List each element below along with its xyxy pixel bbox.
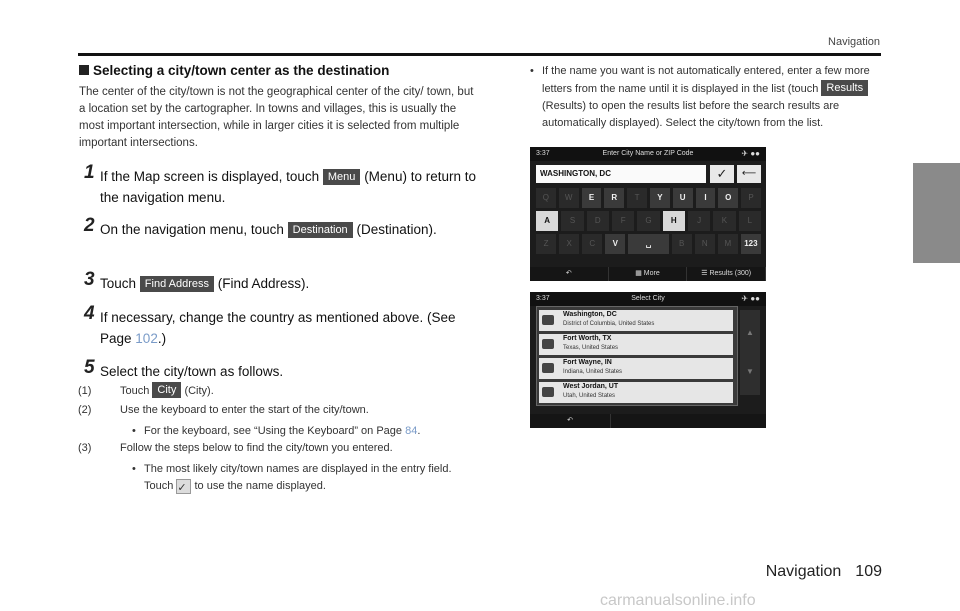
more-button[interactable]: ▦ More bbox=[609, 267, 688, 281]
key-x[interactable]: X bbox=[559, 234, 579, 254]
key-r[interactable]: R bbox=[604, 188, 624, 208]
running-header: Navigation bbox=[828, 36, 880, 48]
status-icons: ✈ ●● bbox=[741, 149, 760, 158]
square-bullet-icon bbox=[79, 65, 89, 75]
back-button[interactable]: ↶ bbox=[530, 267, 609, 281]
accept-check-button[interactable]: ✓ bbox=[710, 165, 734, 183]
key-d[interactable]: D bbox=[587, 211, 609, 231]
page-link-102[interactable]: 102 bbox=[135, 331, 158, 346]
key-f[interactable]: F bbox=[612, 211, 634, 231]
key-k[interactable]: K bbox=[713, 211, 735, 231]
results-bullet: • If the name you want is not automatically entered, enter a few more letters from the name until it is displayed in the list (touch Results (Results) to open the results list before the search results are automatically displayed). Select the city/town from the list. bbox=[530, 65, 870, 129]
substep-3: (3) Follow the steps below to find the city/town you entered. bbox=[78, 442, 393, 454]
key-123[interactable]: 123 bbox=[741, 234, 761, 254]
key-n[interactable]: N bbox=[695, 234, 715, 254]
select-bottom-bar bbox=[530, 414, 766, 428]
backspace-button[interactable]: ⟵ bbox=[737, 165, 761, 183]
key-o[interactable]: O bbox=[718, 188, 738, 208]
key-b[interactable]: B bbox=[672, 234, 692, 254]
city-results-list bbox=[536, 306, 738, 406]
key-e[interactable]: E bbox=[582, 188, 602, 208]
destination-button[interactable]: Destination bbox=[288, 222, 353, 238]
key-m[interactable]: M bbox=[718, 234, 738, 254]
scroll-up-icon: ▲ bbox=[746, 328, 754, 337]
key-t[interactable]: T bbox=[627, 188, 647, 208]
list-item[interactable]: Washington, DC District of Columbia, United States bbox=[539, 310, 733, 331]
results-count-button[interactable]: ☰ Results (300) bbox=[687, 267, 766, 281]
list-item[interactable]: Fort Wayne, IN Indiana, United States bbox=[539, 358, 733, 379]
list-item[interactable]: Fort Worth, TX Texas, United States bbox=[539, 334, 733, 355]
results-button[interactable]: Results bbox=[821, 80, 868, 96]
chapter-tab bbox=[913, 163, 960, 263]
list-item[interactable]: West Jordan, UT Utah, United States bbox=[539, 382, 733, 403]
step-1: 1 If the Map screen is displayed, touch Menu (Menu) to return to the navigation menu. bbox=[84, 162, 476, 205]
key-p[interactable]: P bbox=[741, 188, 761, 208]
substep-1: (1) Touch City (City). bbox=[78, 384, 214, 397]
page-number: 109 bbox=[855, 563, 882, 580]
key-u[interactable]: U bbox=[673, 188, 693, 208]
entry-bottom-bar bbox=[530, 267, 766, 281]
step-2: 2 On the navigation menu, touch Destination (Destination). bbox=[84, 215, 437, 237]
page-footer: Navigation 109 bbox=[765, 563, 882, 580]
key-v[interactable]: V bbox=[605, 234, 625, 254]
city-entry-screen bbox=[530, 147, 766, 281]
watermark: carmanualsonline.info bbox=[600, 592, 756, 609]
status-bar: 3:37 Select City ✈ ●● bbox=[530, 292, 766, 306]
key-h[interactable]: H bbox=[663, 211, 685, 231]
step-3: 3 Touch Find Address (Find Address). bbox=[84, 269, 310, 291]
key-y[interactable]: Y bbox=[650, 188, 670, 208]
key-z[interactable]: Z bbox=[536, 234, 556, 254]
city-icon bbox=[542, 315, 554, 325]
step-4: 4 If necessary, change the country as mentioned above. (See Page 102.) bbox=[84, 303, 456, 346]
header-rule bbox=[78, 53, 881, 56]
scroll-down-icon: ▼ bbox=[746, 367, 754, 376]
key-j[interactable]: J bbox=[688, 211, 710, 231]
key-i[interactable]: I bbox=[696, 188, 716, 208]
find-address-button[interactable]: Find Address bbox=[140, 276, 214, 292]
select-city-screen bbox=[530, 292, 766, 428]
city-icon bbox=[542, 363, 554, 373]
city-button[interactable]: City bbox=[152, 382, 181, 398]
city-entry-field[interactable]: WASHINGTON, DC bbox=[536, 165, 706, 183]
key-space[interactable]: ␣ bbox=[628, 234, 668, 254]
key-w[interactable]: W bbox=[559, 188, 579, 208]
likely-bullet: • The most likely city/town names are displayed in the entry field. Touch ✓ to use the name displayed. bbox=[132, 463, 452, 494]
key-s[interactable]: S bbox=[561, 211, 583, 231]
list-scrollbar[interactable] bbox=[740, 310, 760, 395]
substep-2: (2) Use the keyboard to enter the start of the city/town. bbox=[78, 404, 369, 416]
status-icons: ✈ ●● bbox=[741, 294, 760, 303]
key-c[interactable]: C bbox=[582, 234, 602, 254]
keyboard-bullet: • For the keyboard, see “Using the Keyboard” on Page 84. bbox=[132, 425, 421, 437]
city-icon bbox=[542, 339, 554, 349]
menu-button[interactable]: Menu bbox=[323, 169, 361, 185]
page-link-84[interactable]: 84 bbox=[405, 425, 418, 437]
key-q[interactable]: Q bbox=[536, 188, 556, 208]
section-title: Selecting a city/town center as the destination bbox=[79, 63, 389, 78]
step-5: 5 Select the city/town as follows. bbox=[84, 357, 284, 379]
back-button[interactable]: ↶ bbox=[530, 414, 611, 428]
key-g[interactable]: G bbox=[637, 211, 659, 231]
city-icon bbox=[542, 387, 554, 397]
key-a[interactable]: A bbox=[536, 211, 558, 231]
key-l[interactable]: L bbox=[739, 211, 761, 231]
checkmark-icon[interactable]: ✓ bbox=[176, 479, 191, 494]
keyboard bbox=[536, 188, 761, 257]
intro-paragraph: The center of the city/town is not the geographical center of the city/ town, but a location set by the cartographer. In towns and villages, this is usually the most important intersection, while in larger cities it is selected from multiple important intersections. bbox=[79, 86, 474, 149]
status-bar: 3:37 Enter City Name or ZIP Code ✈ ●● bbox=[530, 147, 766, 161]
